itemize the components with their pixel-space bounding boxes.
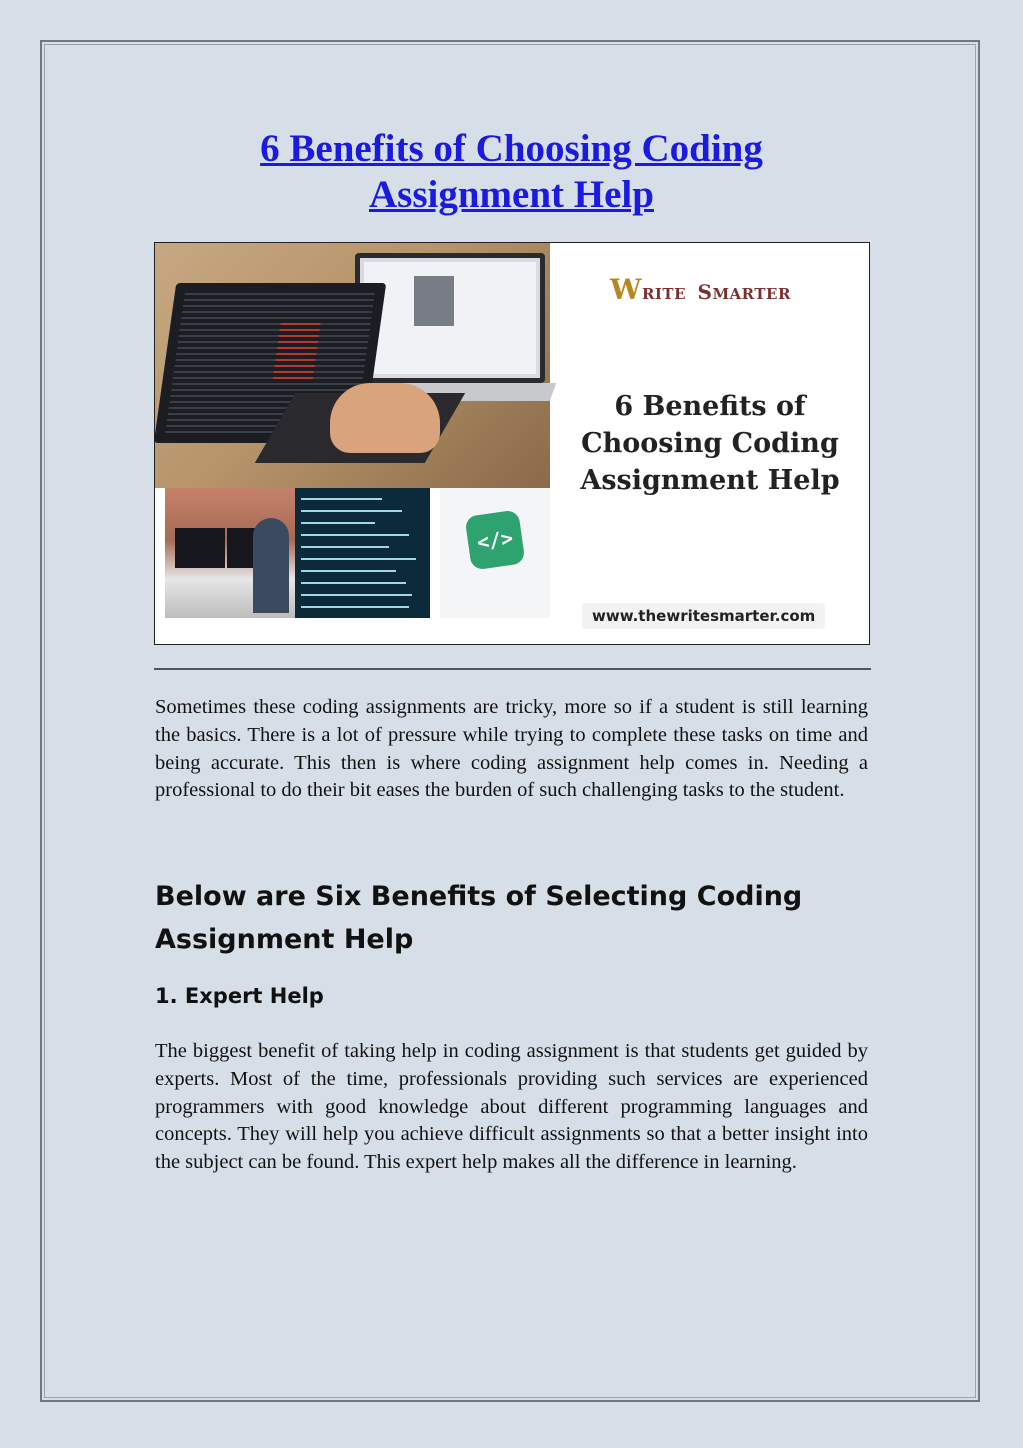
write-smarter-logo: WRITE SMARTER (610, 273, 791, 306)
laptops-photo (155, 243, 550, 488)
developer-photo (165, 488, 295, 618)
banner-url: www.thewritesmarter.com (582, 603, 825, 629)
typing-hands (330, 383, 440, 453)
expert-help-paragraph: The biggest benefit of taking help in coding assignment is that students get guided by experts. Most of the time, professionals providing such services are experienced programmers with good knowledge about different programming languages and concepts. They will help you achieve difficult assignments so that a better insight into the subject can be found. This expert help makes all the difference in learning. (155, 1040, 868, 1174)
code-tag-icon: </> (465, 510, 526, 571)
subsection-heading: 1. Expert Help (155, 984, 324, 1008)
title-line-1: 6 Benefits of Choosing Coding (260, 127, 763, 170)
divider (154, 668, 871, 670)
page-title-link[interactable] (0, 126, 1023, 218)
intro-paragraph: Sometimes these coding assignments are tricky, more so if a student is still learning the basics. There is a lot of pressure while trying to complete these tasks on time and being accurate. This then is where coding assignment help comes in. Needing a professional to do their bit eases the burden of such challenging tasks to the student. (155, 696, 868, 802)
banner-image (154, 242, 870, 645)
section-heading: Below are Six Benefits of Selecting Coding Assignment Help (155, 881, 803, 955)
laptop-back (355, 253, 545, 383)
title-line-2: Assignment Help (369, 173, 654, 216)
banner-title: 6 Benefits of Choosing Coding Assignment Help (580, 391, 840, 496)
code-closeup-photo (295, 488, 430, 618)
code-tag-photo (440, 488, 550, 618)
